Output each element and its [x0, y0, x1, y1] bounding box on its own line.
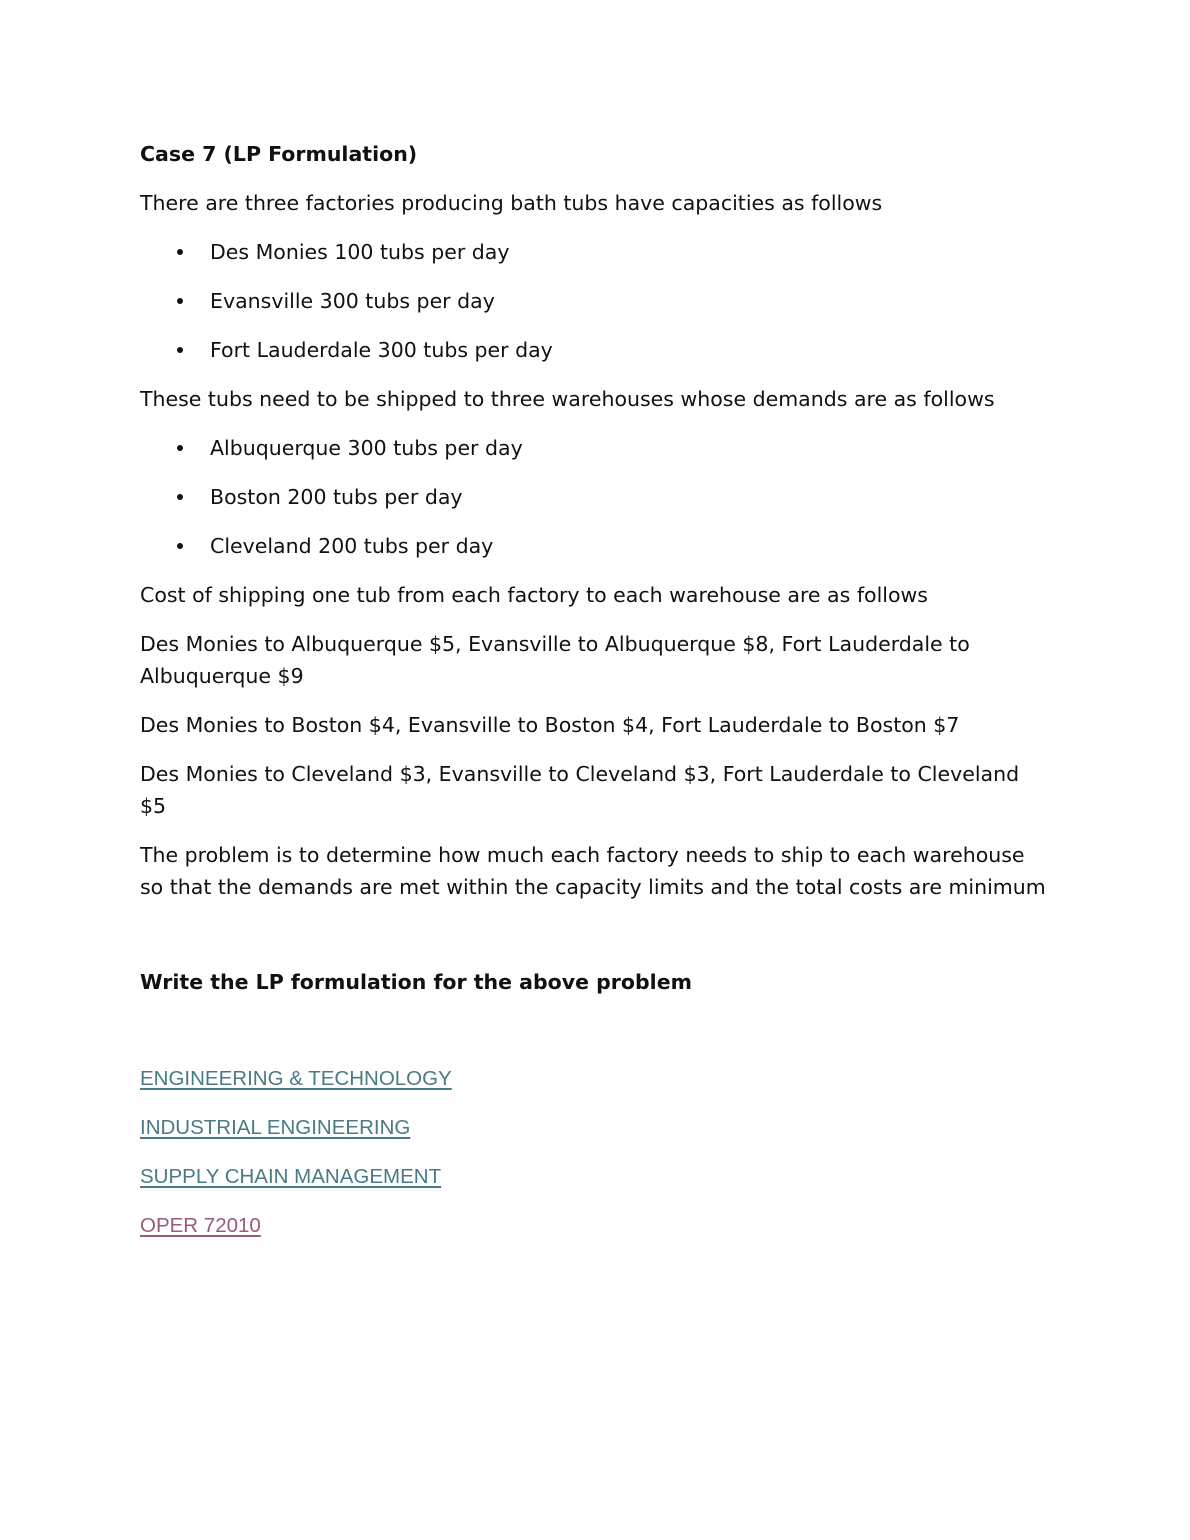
bullet-icon [177, 543, 183, 549]
bullet-icon [177, 494, 183, 500]
factories-list [140, 236, 1050, 366]
case-title: Case 7 (LP Formulation) [140, 142, 418, 166]
list-item [140, 334, 1050, 366]
problem-statement: The problem is to determine how much each factory needs to ship to each warehouse so that the demands are met within the capacity limits and the total costs are minimum [140, 843, 1046, 899]
list-item [140, 530, 1050, 562]
warehouse-demand: Boston 200 tubs per day [210, 485, 463, 509]
warehouse-demand: Albuquerque 300 tubs per day [210, 436, 523, 460]
warehouses-intro: These tubs need to be shipped to three warehouses whose demands are as follows [140, 387, 995, 411]
tag-links [140, 1063, 1050, 1242]
list-item [140, 236, 1050, 268]
cost-line-boston: Des Monies to Boston $4, Evansville to Boston $4, Fort Lauderdale to Boston $7 [140, 713, 960, 737]
factory-capacity: Evansville 300 tubs per day [210, 289, 495, 313]
tag-link-engineering-technology[interactable]: ENGINEERING & TECHNOLOGY [140, 1067, 452, 1090]
factory-capacity: Fort Lauderdale 300 tubs per day [210, 338, 553, 362]
cost-line-albuquerque: Des Monies to Albuquerque $5, Evansville to Albuquerque $8, Fort Lauderdale to Albuquerque $9 [140, 632, 970, 688]
factories-intro: There are three factories producing bath tubs have capacities as follows [140, 191, 883, 215]
warehouse-demand: Cleveland 200 tubs per day [210, 534, 494, 558]
costs-intro: Cost of shipping one tub from each factory to each warehouse are as follows [140, 583, 928, 607]
bullet-icon [177, 249, 183, 255]
warehouses-list [140, 432, 1050, 562]
tag-link-supply-chain-management[interactable]: SUPPLY CHAIN MANAGEMENT [140, 1165, 442, 1188]
bullet-icon [177, 347, 183, 353]
bullet-icon [177, 445, 183, 451]
list-item [140, 481, 1050, 513]
question-heading: Write the LP formulation for the above problem [140, 970, 692, 994]
list-item [140, 285, 1050, 317]
bullet-icon [177, 298, 183, 304]
tag-link-oper-72010[interactable]: OPER 72010 [140, 1214, 261, 1237]
factory-capacity: Des Monies 100 tubs per day [210, 240, 510, 264]
tag-link-industrial-engineering[interactable]: INDUSTRIAL ENGINEERING [140, 1116, 411, 1139]
list-item [140, 432, 1050, 464]
cost-line-cleveland: Des Monies to Cleveland $3, Evansville to Cleveland $3, Fort Lauderdale to Cleveland $5 [140, 762, 1020, 818]
